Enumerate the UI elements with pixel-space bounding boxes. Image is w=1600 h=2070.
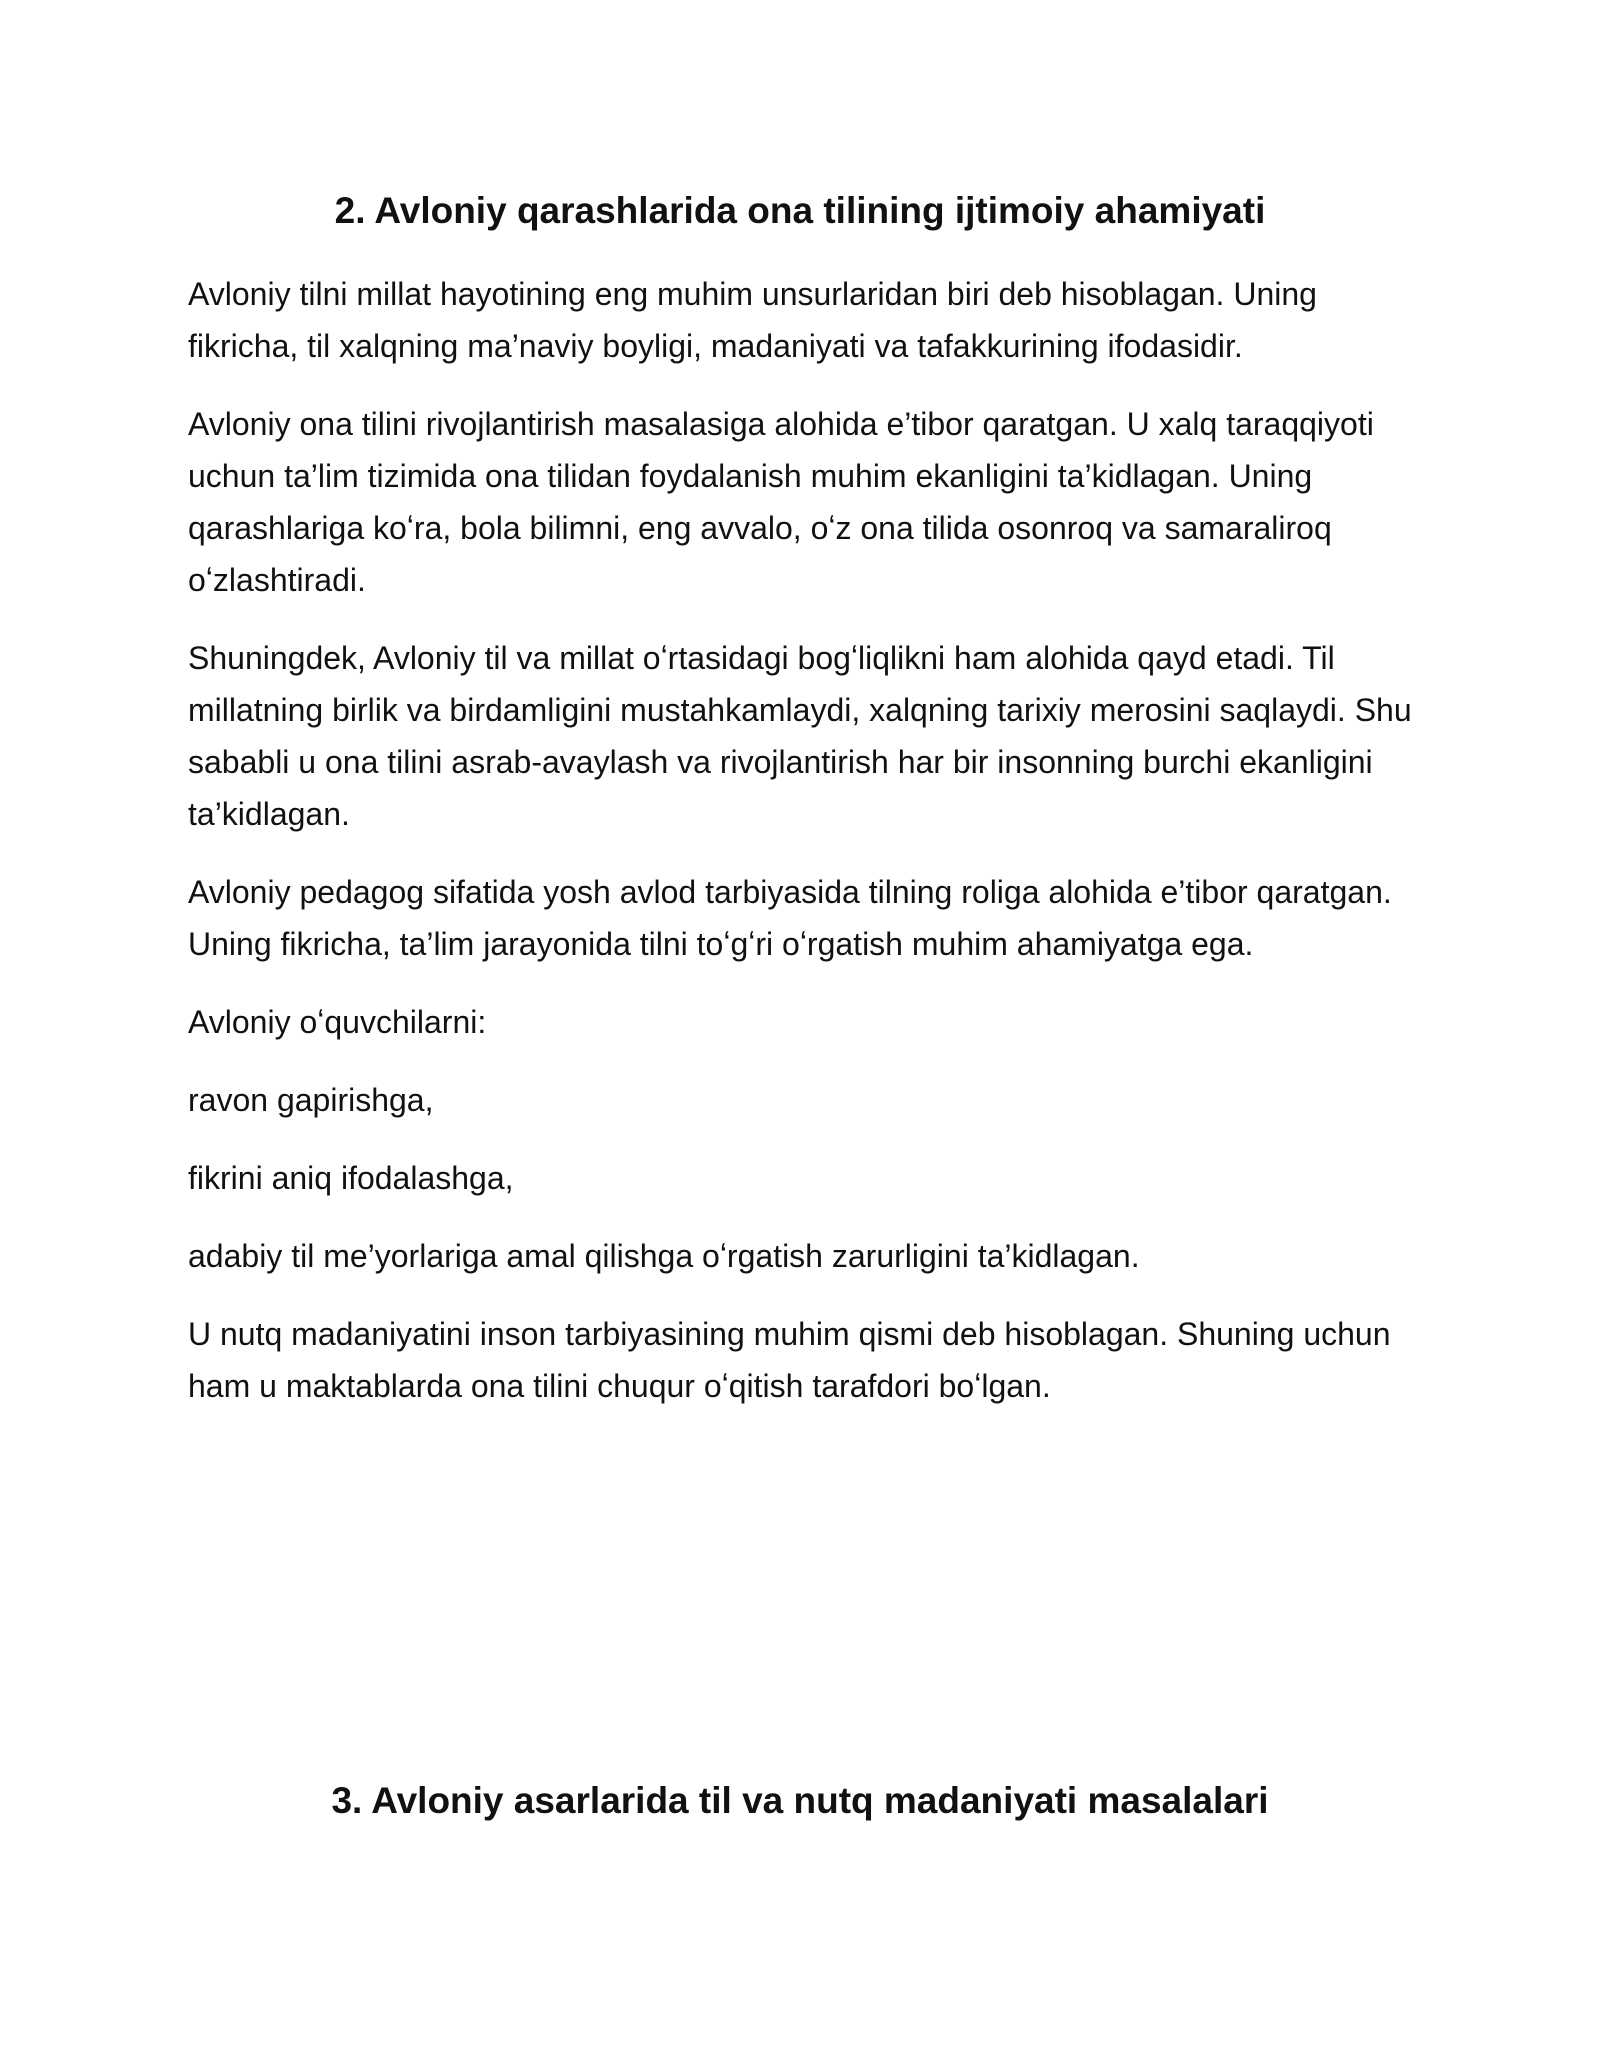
paragraph: Avloniy oʻquvchilarni: <box>188 1004 487 1040</box>
paragraph: Avloniy pedagog sifatida yosh avlod tarbiyasida tilning roliga alohida e’tibor qaratgan. Uning fikricha, ta’lim jarayonida tilni toʻgʻri oʻrgatish muhim ahamiyatga ega. <box>188 874 1392 962</box>
paragraph: Avloniy ona tilini rivojlantirish masalasiga alohida e’tibor qaratgan. U xalq taraqqiyoti uchun ta’lim tizimida ona tilidan foydalanish muhim ekanligini ta’kidlagan. Uning qarashlariga koʻra, bola bilimni, eng avvalo, oʻz ona tilida osonroq va samaraliroq oʻzlashtiradi. <box>188 406 1374 598</box>
paragraph: Shuningdek, Avloniy til va millat oʻrtasidagi bogʻliqlikni ham alohida qayd etadi. Til millatning birlik va birdamligini mustahkamlaydi, xalqning tarixiy merosini saqlaydi. Shu sababli u ona tilini asrab-avaylash va rivojlantirish har bir insonning burchi ekanligini ta’kidlagan. <box>188 640 1412 832</box>
paragraph: fikrini aniq ifodalashga, <box>188 1160 514 1196</box>
paragraph: U nutq madaniyatini inson tarbiyasining muhim qismi deb hisoblagan. Shuning uchun ham u maktablarda ona tilini chuqur oʻqitish tarafdori boʻlgan. <box>188 1316 1391 1404</box>
paragraph: adabiy til me’yorlariga amal qilishga oʻrgatish zarurligini ta’kidlagan. <box>188 1238 1140 1274</box>
section-heading: 2. Avloniy qarashlarida ona tilining ijtimoiy ahamiyati <box>334 190 1266 231</box>
paragraph: Avloniy tilni millat hayotining eng muhim unsurlaridan biri deb hisoblagan. Uning fikricha, til xalqning ma’naviy boyligi, madaniyati va tafakkurining ifodasidir. <box>188 276 1317 364</box>
section-heading: 3. Avloniy asarlarida til va nutq madaniyati masalalari <box>331 1780 1269 1821</box>
paragraph: ravon gapirishga, <box>188 1082 434 1118</box>
section-body <box>188 268 1428 1438</box>
